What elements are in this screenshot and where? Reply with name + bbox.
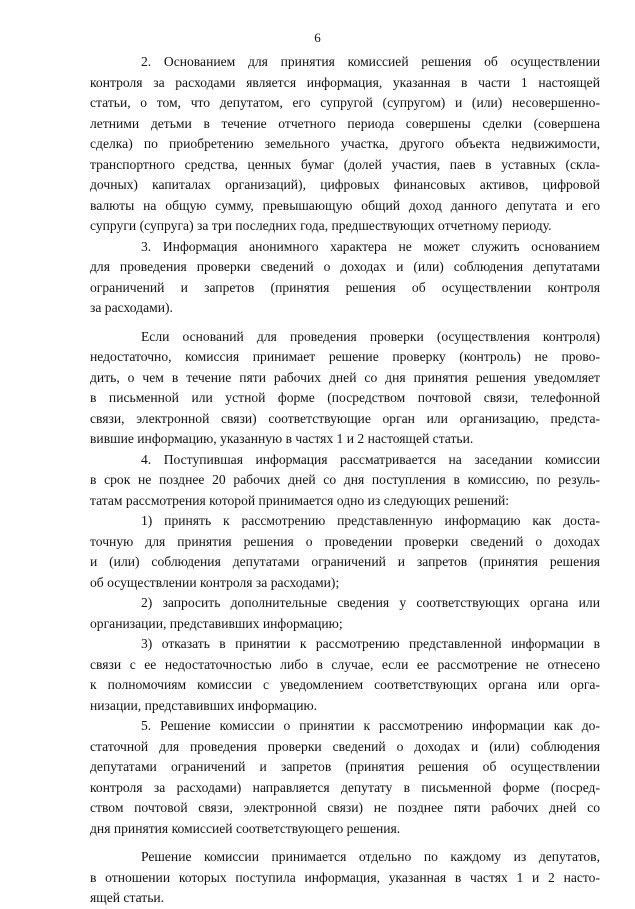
paragraph-3-continued — [90, 327, 600, 450]
paragraph-4 — [90, 450, 600, 512]
text-line: контроля за расходами является информация, указанная в части 1 настоящей — [90, 74, 600, 90]
paragraph-gap — [90, 319, 600, 327]
text-line: ограничений и запретов (принятия решения об осуществлении контроля — [90, 279, 600, 295]
list-item-2 — [90, 593, 600, 634]
text-line: за расходами). — [90, 300, 173, 315]
text-line: ством почтовой связи, электронной связи) не позднее пяти рабочих дней со — [90, 800, 600, 815]
text-line: 5. Решение комиссии о принятии к рассмотрению информации как до- — [141, 718, 600, 733]
text-line: депутатами ограничений и запретов (принятия решения об осуществлении — [90, 759, 600, 774]
text-line: 3. Информация анонимного характера не может служить основанием — [141, 238, 600, 254]
text-line: контроля за расходами) направляется депутату в письменной форме (посред- — [90, 779, 600, 795]
text-line: дить, о чем в течение пяти рабочих дней со дня принятия решения уведомляет — [90, 369, 600, 385]
text-line: в отношении которых поступила информация, указанная в частях 1 и 2 насто- — [90, 869, 600, 885]
text-line: в письменной или устной форме (посредством почтовой связи, телефонной — [90, 390, 600, 405]
text-line: супруги (супруга) за три последних года, предшествующих отчетному периоду. — [90, 218, 552, 233]
text-line: 2) запросить дополнительные сведения у соответствующих органа или — [141, 595, 600, 610]
text-line: связи, электронной связи) соответствующие орган или организацию, предста- — [90, 410, 600, 426]
text-line: транспортного средства, ценных бумаг (долей участия, паев в уставных (скла- — [90, 156, 600, 172]
text-line: статочной для проведения проверки сведений о доходах и (или) соблюдения — [90, 738, 600, 754]
text-line: низации, представивших информацию. — [90, 697, 318, 713]
text-line: Если оснований для проведения проверки (осуществления контроля) — [141, 328, 600, 344]
text-line: 3) отказать в принятии к рассмотрению представленной информации в — [141, 636, 600, 651]
text-line: статьи, о том, что депутатом, его супругой (супругом) и (или) несовершенно- — [90, 95, 600, 110]
text-line: и (или) соблюдения депутатами ограничений и запретов (принятия решения — [90, 554, 600, 569]
text-line: связи с ее недостаточностью либо в случае, если ее рассмотрение не отнесено — [90, 656, 600, 672]
text-line: к полномочиям комиссии с уведомлением соответствующих органа или орга- — [90, 677, 600, 692]
list-item-3 — [90, 634, 600, 716]
text-line: летними детьми в течение отчетного периода совершены сделки (совершена — [90, 115, 600, 131]
paragraph-3 — [90, 237, 600, 319]
text-line: ящей статьи. — [90, 890, 165, 905]
document-body — [90, 52, 600, 909]
paragraph-5-continued — [90, 847, 600, 909]
text-line: сделка) по приобретению земельного участка, другого объекта недвижимости, — [90, 136, 600, 151]
text-line: 2. Основанием для принятия комиссией решения об осуществлении — [141, 54, 600, 69]
text-line: об осуществлении контроля за расходами); — [90, 574, 340, 590]
text-line: в срок не позднее 20 рабочих дней со дня поступления в комиссию, по резуль- — [90, 472, 600, 487]
text-line: 4. Поступившая информация рассматривается на заседании комиссии — [141, 451, 600, 467]
paragraph-2 — [90, 52, 600, 237]
page-number: 6 — [314, 30, 321, 45]
text-line: вившие информацию, указанную в частях 1 и 2 настоящей статьи. — [90, 431, 474, 446]
paragraph-gap — [90, 839, 600, 847]
text-line: дня принятия комиссией соответствующего решения. — [90, 820, 401, 836]
text-line: точную для принятия решения о проведении проверки сведений о доходах — [90, 533, 600, 549]
paragraph-5 — [90, 716, 600, 839]
text-line: татам рассмотрения которой принимается одно из следующих решений: — [90, 492, 510, 508]
list-item-1 — [90, 511, 600, 593]
text-line: 1) принять к рассмотрению представленную информацию как доста- — [141, 513, 600, 528]
text-line: Решение комиссии принимается отдельно по каждому из депутатов, — [141, 849, 600, 864]
text-line: дочных) капиталах организаций), цифровых финансовых активов, цифровой — [90, 177, 600, 192]
text-line: валюты на общую сумму, превышающую общий доход данного депутата и его — [90, 197, 600, 213]
text-line: для проведения проверки сведений о доходах и (или) соблюдения депутатами — [90, 259, 600, 274]
text-line: организации, представивших информацию; — [90, 615, 343, 631]
text-line: недостаточно, комиссия принимает решение проверку (контроль) не прово- — [90, 349, 600, 364]
